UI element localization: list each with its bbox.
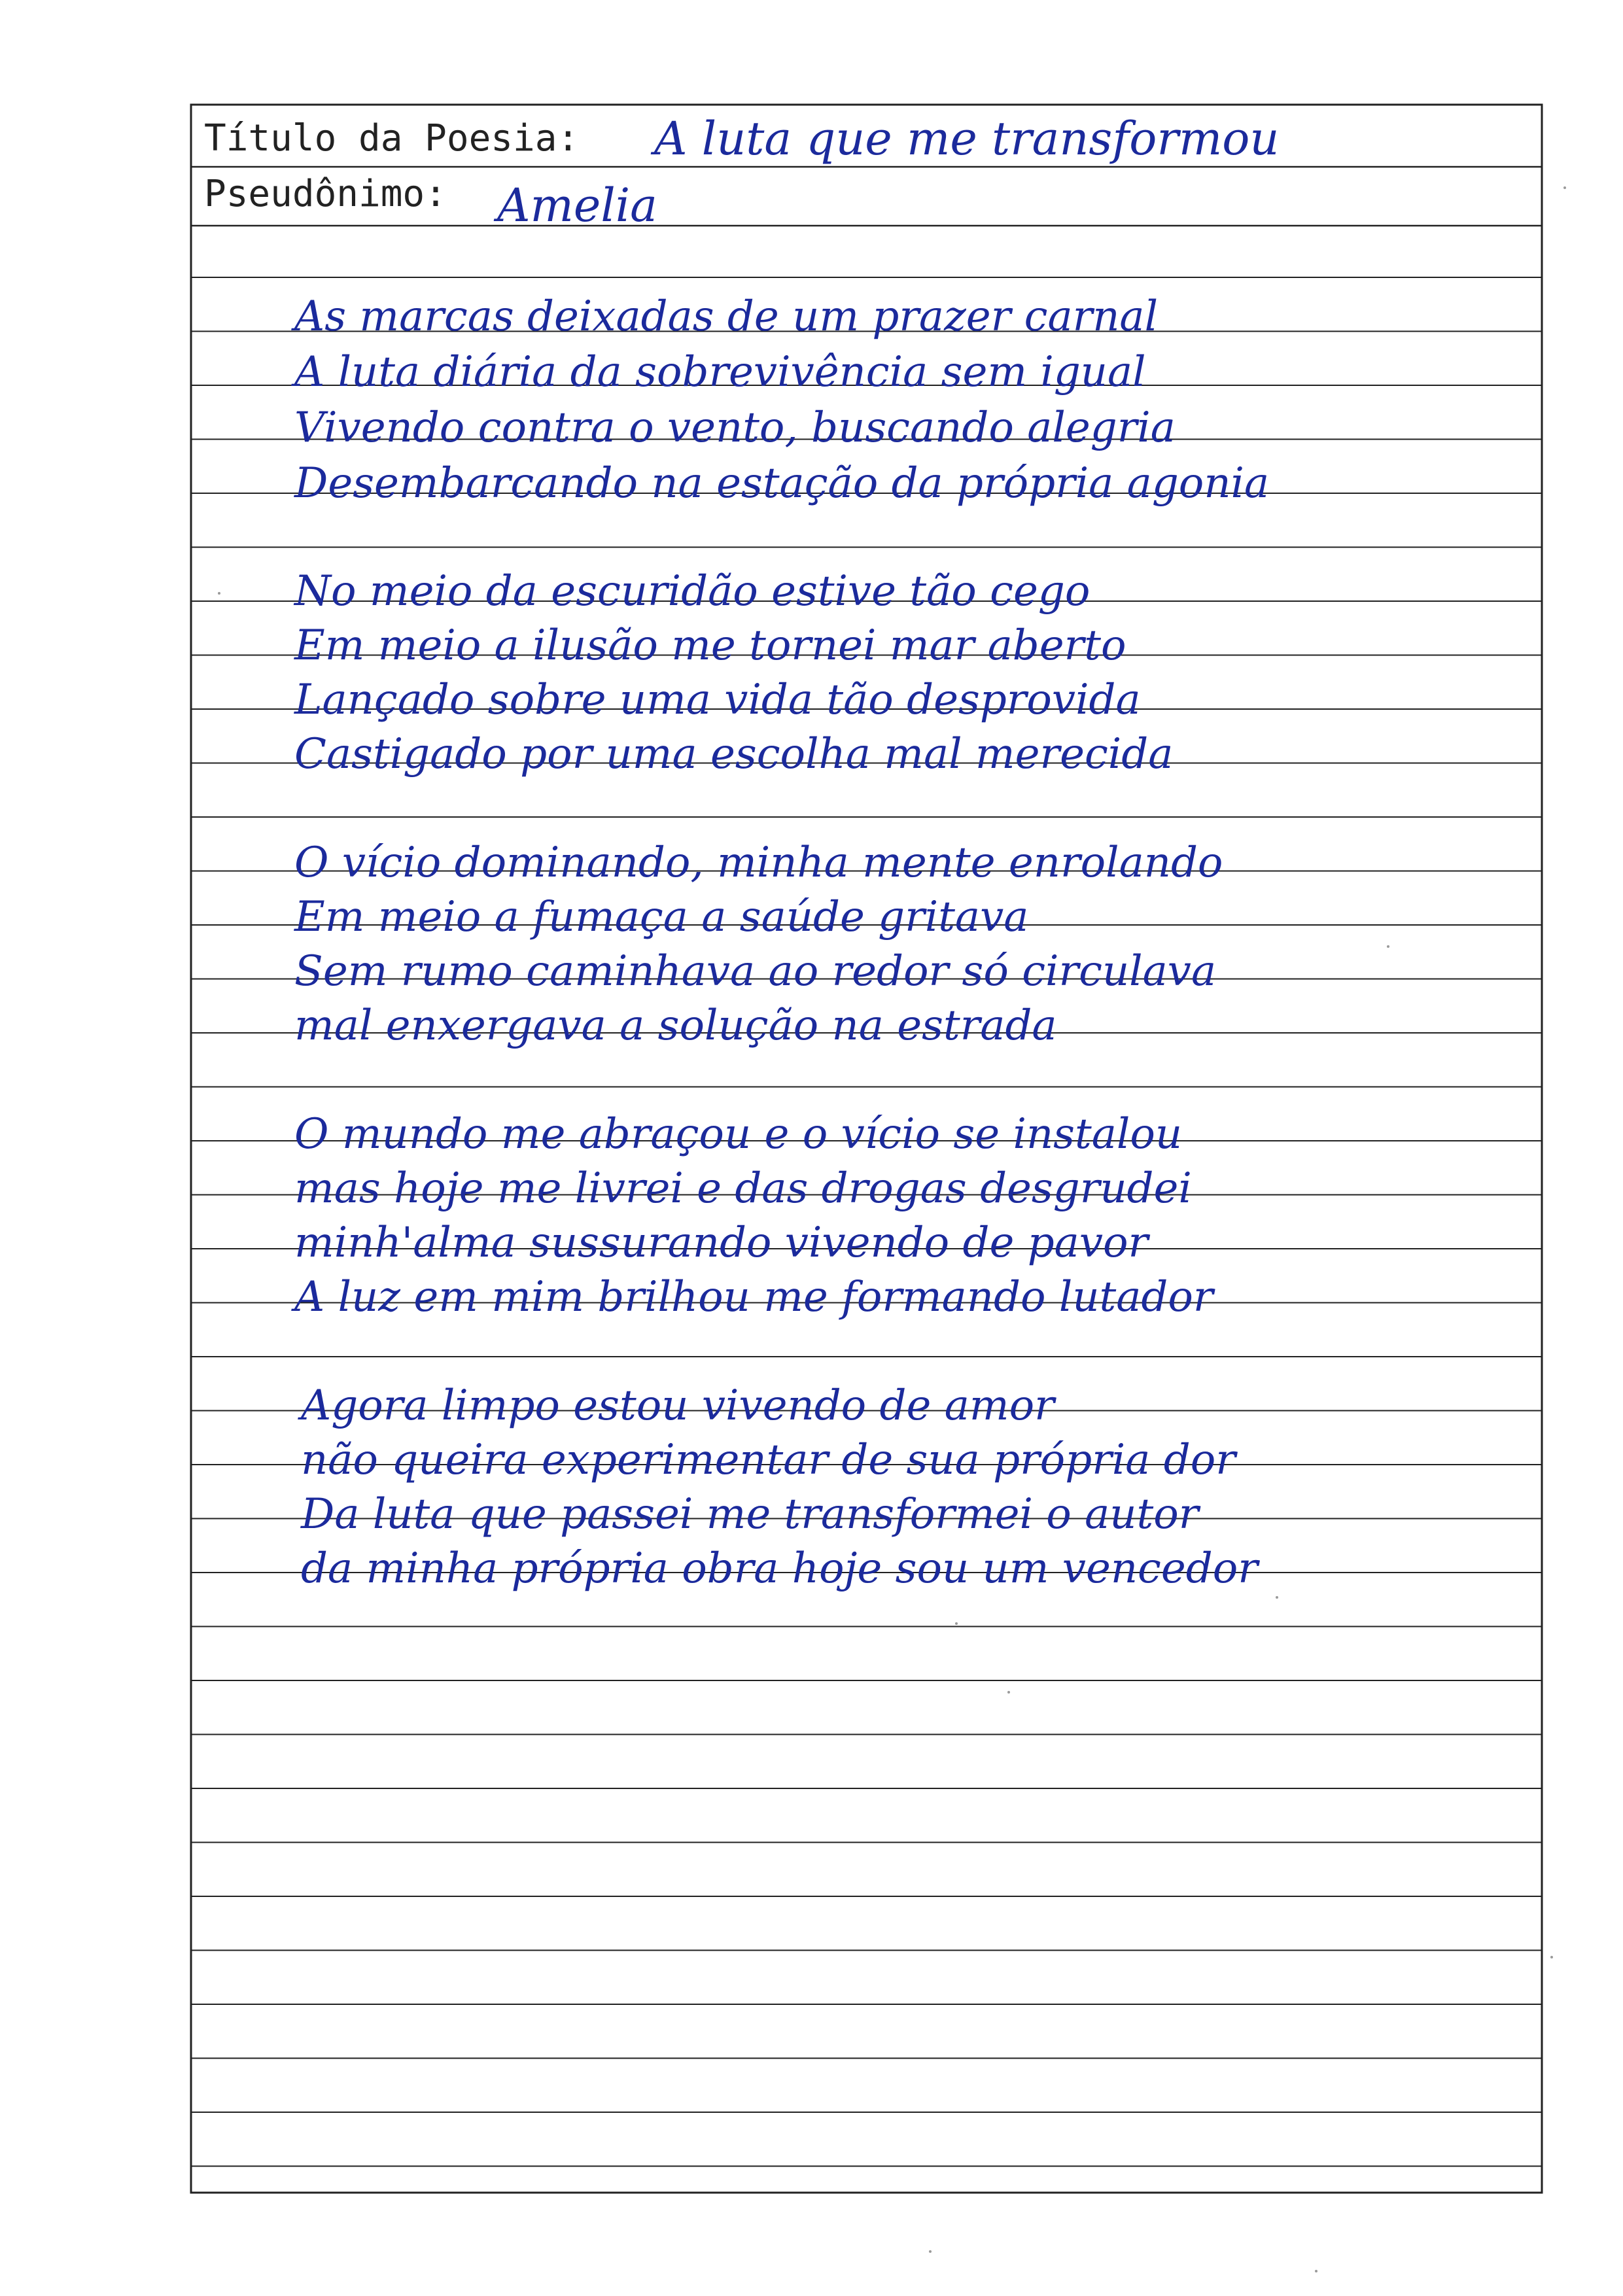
poem-line: O mundo me abraçou e o vício se instalou bbox=[294, 1110, 1183, 1158]
pseudonym-label: Pseudônimo: bbox=[204, 173, 447, 215]
scan-speck bbox=[218, 592, 220, 595]
poem-line: No meio da escuridão estive tão cego bbox=[294, 567, 1091, 616]
title-value: A luta que me transformou bbox=[654, 112, 1280, 165]
poem-line: mal enxergava a solução na estrada bbox=[294, 1001, 1057, 1050]
poem-line: Castigado por uma escolha mal merecida bbox=[294, 730, 1174, 778]
scan-speck bbox=[955, 1622, 958, 1625]
scan-speck bbox=[929, 2250, 932, 2253]
poem-line: Em meio a fumaça a saúde gritava bbox=[294, 893, 1029, 941]
poem-line: Sem rumo caminhava ao redor só circulava bbox=[294, 947, 1217, 996]
poem-line: Desembarcando na estação da própria agonia bbox=[294, 459, 1270, 508]
poem-line: Em meio a ilusão me tornei mar aberto bbox=[294, 621, 1126, 670]
scan-speck bbox=[1550, 1956, 1553, 1958]
poem-line: Da luta que passei me transformei o autor bbox=[301, 1490, 1199, 1539]
poem-body bbox=[291, 292, 1269, 1593]
scan-speck bbox=[1563, 186, 1566, 189]
poem-line: A luz em mim brilhou me formando lutador bbox=[294, 1273, 1213, 1321]
scan-speck bbox=[1387, 945, 1389, 948]
poem-line: O vício dominando, minha mente enrolando bbox=[294, 839, 1223, 887]
poem-line: mas hoje me livrei e das drogas desgrudei bbox=[294, 1164, 1192, 1213]
title-label: Título da Poesia: bbox=[204, 117, 580, 160]
poem-line: A luta diária da sobrevivência sem igual bbox=[294, 348, 1146, 396]
poem-line: não queira experimentar de sua própria dor bbox=[301, 1436, 1236, 1484]
pseudonym-value: Amelia bbox=[497, 179, 657, 232]
poem-line: Vivendo contra o vento, buscando alegria bbox=[294, 404, 1176, 452]
scan-speck bbox=[1007, 1691, 1010, 1694]
scan-speck bbox=[1276, 1596, 1278, 1599]
poem-line: da minha própria obra hoje sou um vencedor bbox=[301, 1544, 1258, 1593]
poem-line: Agora limpo estou vivendo de amor bbox=[301, 1382, 1055, 1430]
poem-line: Lançado sobre uma vida tão desprovida bbox=[294, 676, 1141, 724]
scan-speck bbox=[1315, 2270, 1318, 2272]
poem-line: minh'alma sussurando vivendo de pavor bbox=[294, 1219, 1149, 1267]
poem-line: As marcas deixadas de um prazer carnal bbox=[294, 292, 1159, 341]
